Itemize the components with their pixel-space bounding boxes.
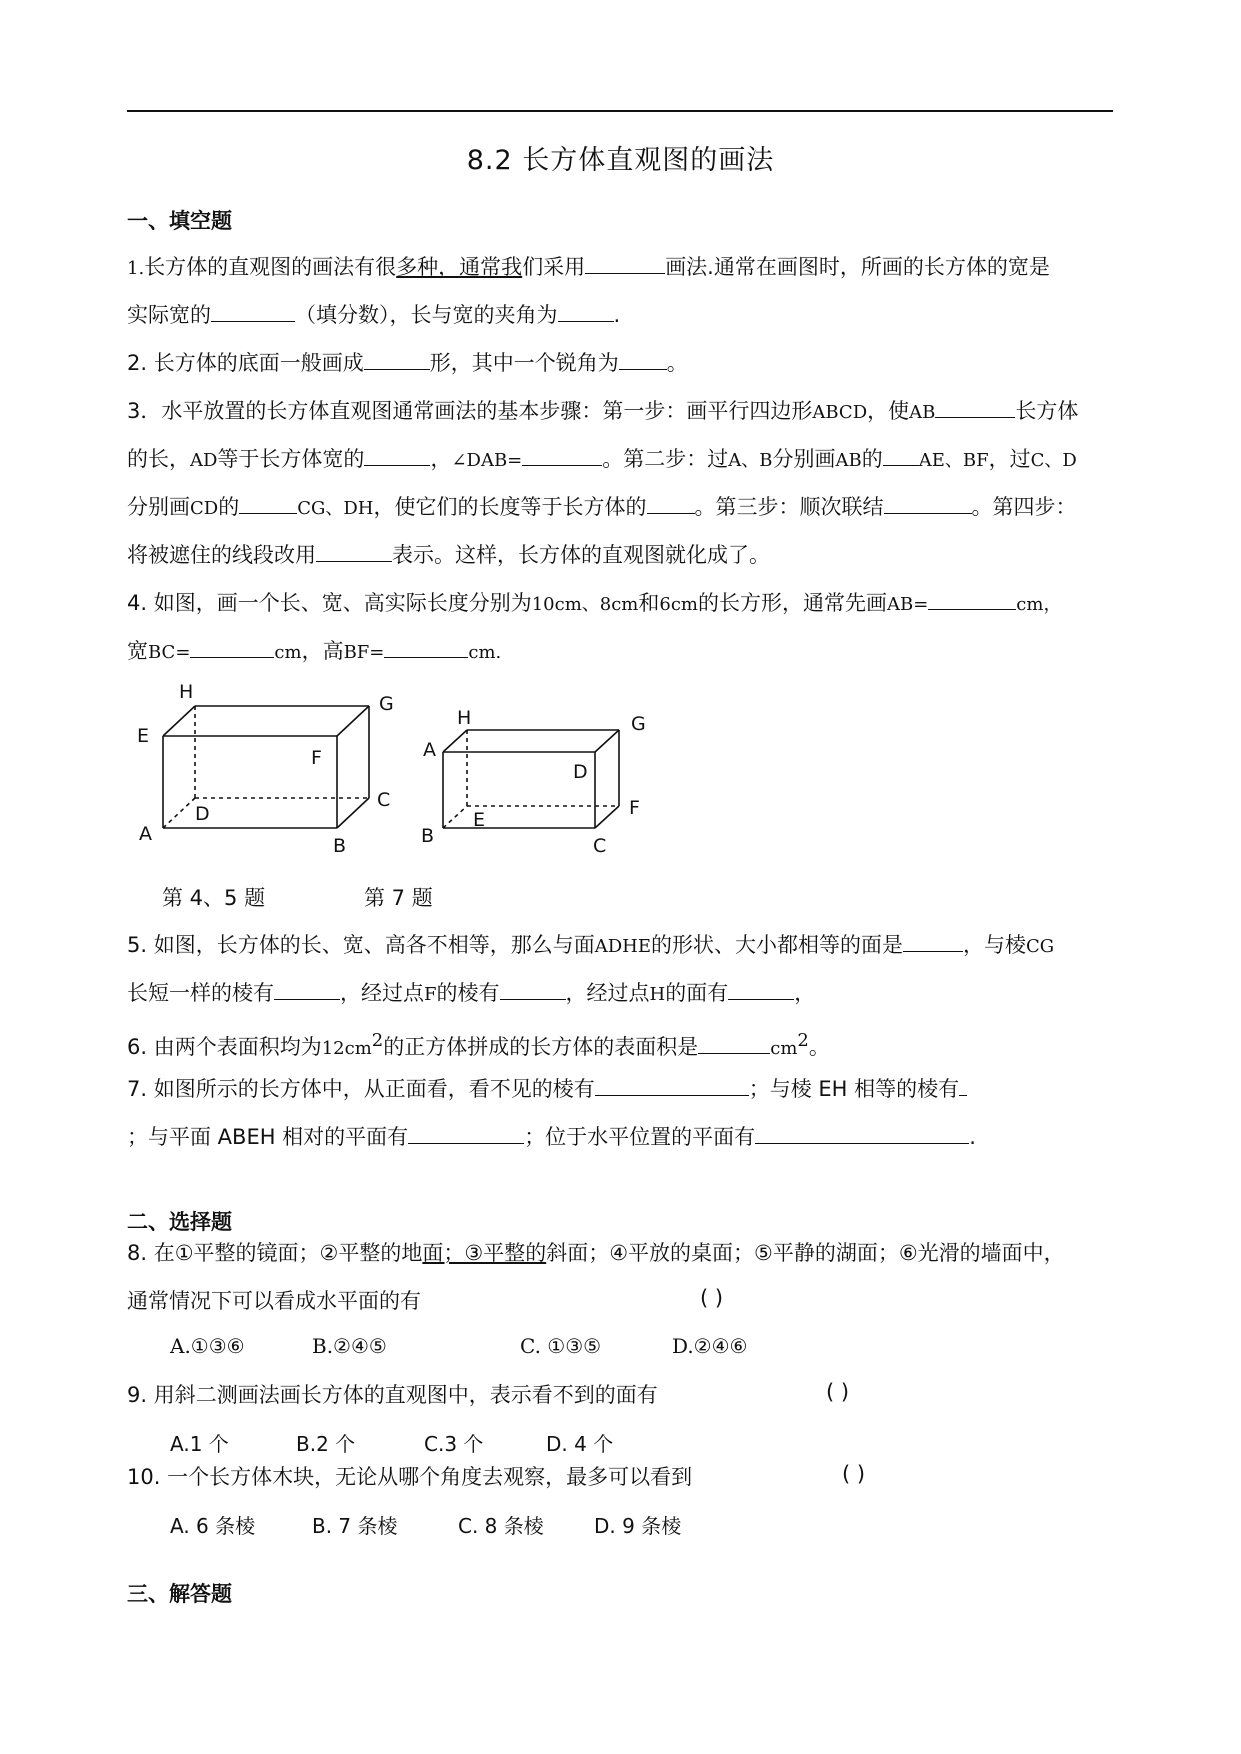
question-9: 9. 用斜二测画法画长方体的直观图中，表示看不到的面有 bbox=[127, 1383, 658, 1407]
answer-blank[interactable] bbox=[500, 979, 566, 1000]
answer-blank[interactable] bbox=[364, 445, 430, 466]
answer-blank[interactable] bbox=[239, 493, 297, 514]
option-a[interactable]: A.1 个 bbox=[170, 1432, 229, 1456]
answer-blank[interactable] bbox=[698, 1033, 770, 1054]
answer-blank[interactable] bbox=[903, 931, 963, 952]
label-H: H bbox=[179, 681, 194, 703]
answer-blank[interactable] bbox=[211, 301, 295, 322]
label-G: G bbox=[379, 693, 394, 715]
option-b[interactable]: B.②④⑤ bbox=[312, 1334, 387, 1358]
question-1-line-1: 1.长方体的直观图的画法有很多种，通常我们采用 画法.通常在画图时，所画的长方体的宽是 bbox=[127, 255, 1050, 279]
option-d[interactable]: D. 4 个 bbox=[546, 1432, 614, 1456]
label-C-right: C bbox=[593, 835, 607, 857]
label-E-right: E bbox=[473, 809, 486, 831]
answer-blank[interactable] bbox=[364, 349, 430, 370]
label-D: D bbox=[195, 803, 210, 825]
label-B: B bbox=[333, 835, 347, 857]
answer-blank[interactable] bbox=[935, 397, 1015, 418]
label-E: E bbox=[137, 725, 150, 747]
question-3-line-1: 3．水平放置的长方体直观图通常画法的基本步骤：第一步：画平行四边形ABCD，使AB 长方体 bbox=[127, 399, 1079, 423]
page-title: 8.2 长方体直观图的画法 bbox=[466, 145, 775, 176]
section-free-response: 三、解答题 bbox=[127, 1582, 232, 1606]
question-3-line-4: 将被遮住的线段改用 表示。这样，长方体的直观图就化成了。 bbox=[127, 543, 770, 567]
answer-parentheses[interactable]: ( ) bbox=[826, 1380, 850, 1404]
question-5-line-1: 5. 如图，长方体的长、宽、高各不相等，那么与面ADHE的形状、大小都相等的面是 ，与棱CG bbox=[127, 933, 1055, 957]
answer-blank[interactable] bbox=[316, 541, 392, 562]
label-B-right: B bbox=[421, 825, 435, 847]
answer-blank[interactable] bbox=[928, 589, 1016, 610]
answer-blank[interactable] bbox=[558, 301, 614, 322]
option-c[interactable]: C.3 个 bbox=[424, 1432, 484, 1456]
answer-blank[interactable] bbox=[190, 637, 274, 658]
label-C: C bbox=[377, 789, 391, 811]
option-d[interactable]: D. 9 条棱 bbox=[594, 1514, 682, 1538]
section-fill-in: 一、填空题 bbox=[127, 209, 232, 233]
label-F: F bbox=[311, 747, 322, 769]
option-d[interactable]: D.②④⑥ bbox=[672, 1334, 748, 1358]
option-a[interactable]: A. 6 条棱 bbox=[170, 1514, 256, 1538]
label-A: A bbox=[139, 823, 152, 845]
option-c[interactable]: C. ①③⑤ bbox=[520, 1334, 602, 1358]
label-F-right: F bbox=[629, 797, 640, 819]
cuboid-left bbox=[163, 706, 369, 828]
question-8-line-1: 8. 在①平整的镜面；②平整的地面；③平整的斜面；④平放的桌面；⑤平静的湖面；⑥光滑的墙面中， bbox=[127, 1241, 1065, 1265]
answer-blank[interactable] bbox=[647, 493, 695, 514]
label-G-right: G bbox=[631, 713, 646, 735]
answer-blank[interactable] bbox=[274, 979, 340, 1000]
answer-parentheses[interactable]: ( ) bbox=[842, 1462, 866, 1486]
question-3-line-3: 分别画CD的 CG、DH，使它们的长度等于长方体的 。第三步：顺次联结 。第四步： bbox=[127, 495, 1077, 519]
answer-blank[interactable] bbox=[408, 1123, 524, 1144]
answer-blank[interactable] bbox=[728, 979, 794, 1000]
answer-blank[interactable] bbox=[884, 493, 972, 514]
question-3-line-2: 的长，AD等于长方体宽的 ，∠DAB= 。第二步：过A、B分别画AB的 AE、BF，过C、D bbox=[127, 447, 1077, 471]
question-4-line-1: 4. 如图，画一个长、宽、高实际长度分别为10cm、8cm和6cm的长方形，通常先画AB= cm， bbox=[127, 591, 1062, 615]
question-6: 6. 由两个表面积均为$12cm^2$的正方体拼成的长方体的表面积是 $cm^2$。 bbox=[127, 1030, 830, 1059]
question-8-line-2: 通常情况下可以看成水平面的有 bbox=[127, 1289, 421, 1313]
answer-blank[interactable] bbox=[883, 445, 919, 466]
question-2: 2. 长方体的底面一般画成 形，其中一个锐角为 。 bbox=[127, 351, 688, 375]
answer-blank[interactable] bbox=[384, 637, 468, 658]
answer-blank[interactable] bbox=[959, 1075, 967, 1096]
answer-blank[interactable] bbox=[595, 1075, 749, 1096]
answer-blank[interactable] bbox=[585, 253, 665, 274]
figure-caption-left: 第 4、5 题 bbox=[162, 886, 266, 910]
option-a[interactable]: A.①③⑥ bbox=[170, 1334, 245, 1358]
option-c[interactable]: C. 8 条棱 bbox=[458, 1514, 544, 1538]
question-7-line-2: ；与平面 ABEH 相对的平面有 ；位于水平位置的平面有 . bbox=[127, 1125, 976, 1149]
answer-parentheses[interactable]: ( ) bbox=[700, 1286, 724, 1310]
label-D-right: D bbox=[573, 761, 588, 783]
section-multiple-choice: 二、选择题 bbox=[127, 1210, 232, 1234]
question-5-line-2: 长短一样的棱有 ，经过点F的棱有 ，经过点H的面有 ， bbox=[127, 981, 816, 1005]
option-b[interactable]: B.2 个 bbox=[296, 1432, 356, 1456]
question-4-line-2: 宽BC= cm，高BF= cm. bbox=[127, 639, 502, 663]
figure-caption-right: 第 7 题 bbox=[364, 886, 433, 910]
question-7-line-1: 7. 如图所示的长方体中，从正面看，看不见的棱有 ；与棱 EH 相等的棱有 bbox=[127, 1074, 967, 1104]
question-10: 10. 一个长方体木块，无论从哪个角度去观察，最多可以看到 bbox=[127, 1465, 693, 1489]
answer-blank[interactable] bbox=[522, 445, 602, 466]
label-H-right: H bbox=[457, 707, 472, 729]
label-A-right: A bbox=[423, 739, 436, 761]
cuboid-right bbox=[443, 730, 619, 828]
cuboid-figures bbox=[127, 680, 827, 870]
option-b[interactable]: B. 7 条棱 bbox=[312, 1514, 398, 1538]
question-1-line-2: 实际宽的 （填分数），长与宽的夹角为 . bbox=[127, 303, 621, 327]
answer-blank[interactable] bbox=[619, 349, 667, 370]
header-rule bbox=[127, 110, 1113, 112]
answer-blank[interactable] bbox=[755, 1123, 969, 1144]
